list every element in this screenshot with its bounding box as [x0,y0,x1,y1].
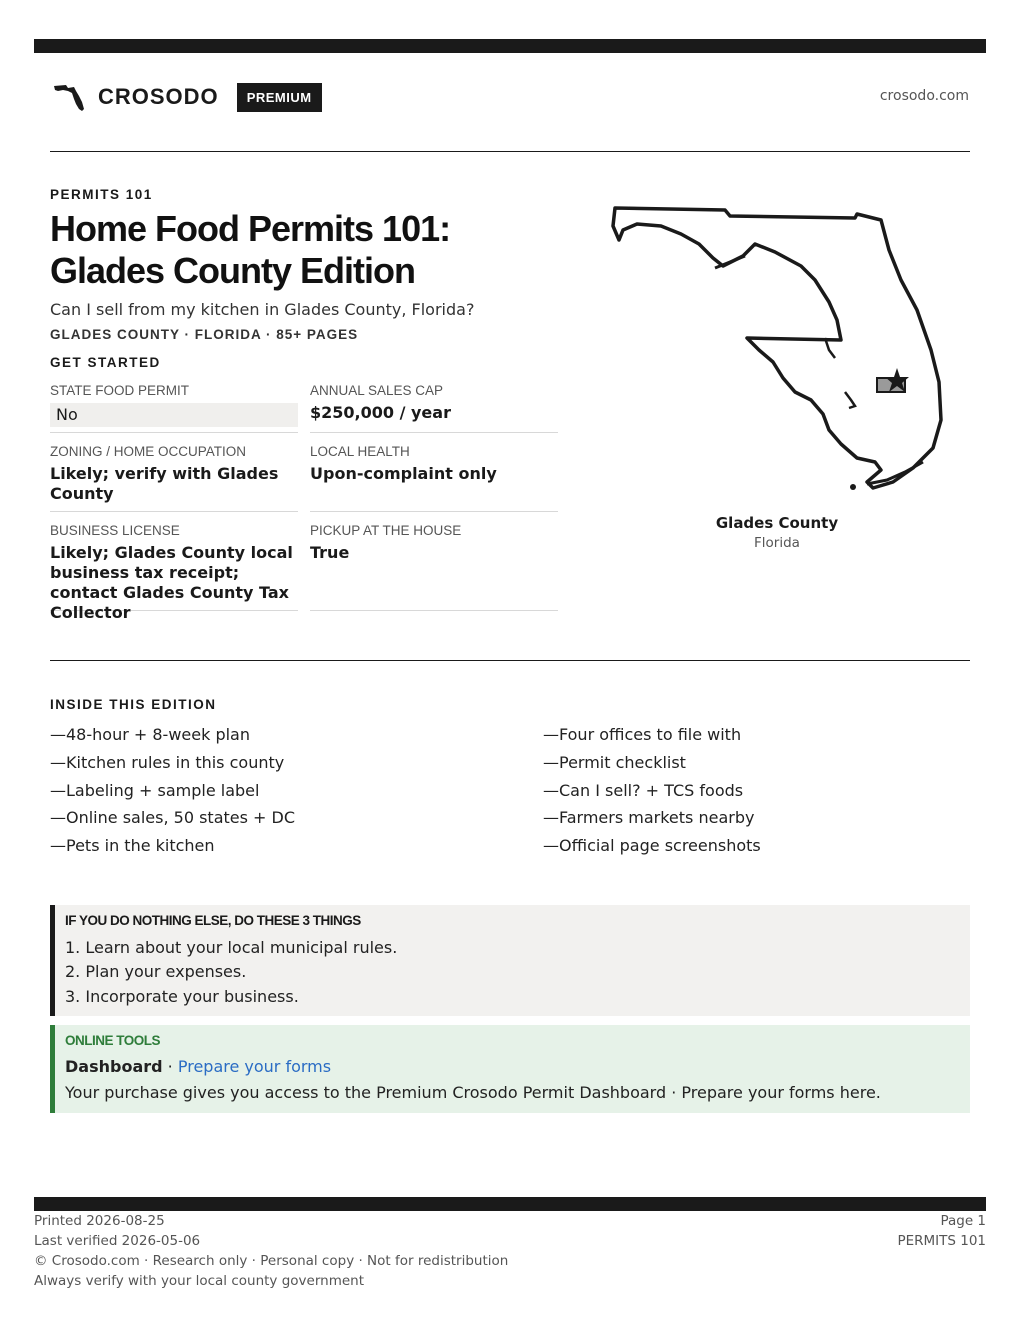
top-bar [34,39,986,53]
toc-item: —Official page screenshots [543,836,761,855]
tools-title: ONLINE TOOLS [65,1033,161,1048]
online-tools-box [50,1025,970,1113]
get-started-heading: GET STARTED [50,355,161,370]
florida-outline [613,208,941,488]
toc-item: —Permit checklist [543,753,686,772]
page-meta: GLADES COUNTY · FLORIDA · 85+ PAGES [50,327,359,342]
fact-zoning [50,444,298,512]
prepare-forms-link[interactable]: Prepare your forms [177,1057,332,1076]
florida-logo-icon [52,82,86,112]
fact-value: True [310,543,350,562]
callout-item: 2. Plan your expenses. [65,962,247,981]
toc-item: —Kitchen rules in this county [50,753,285,772]
printed-date: Printed 2026-08-25 [34,1213,165,1229]
section-divider [50,660,970,661]
header-divider [50,151,970,152]
site-url[interactable]: crosodo.com [879,88,969,104]
page-number: Page 1 [940,1213,986,1229]
disclaimer: Always verify with your local county government [34,1273,364,1289]
fact-value: Upon-complaint only [310,464,497,483]
fact-annual-sales-cap [310,383,558,433]
section-tag: PERMITS 101 [50,187,153,202]
dashboard-label: Dashboard [65,1057,163,1076]
callout-item: 1. Learn about your local municipal rules. [65,938,398,957]
toc-item: —48-hour + 8-week plan [50,725,250,744]
verified-date: Last verified 2026-05-06 [34,1233,201,1249]
tools-separator: · [162,1057,178,1076]
fact-label: ANNUAL SALES CAP [310,383,444,398]
fact-label: ZONING / HOME OCCUPATION [50,444,247,459]
premium-badge: PREMIUM [237,83,322,112]
tools-description: Your purchase gives you access to the Premium Crosodo Permit Dashboard · Prepare your forms here. [65,1083,881,1102]
page-subtitle: Can I sell from my kitchen in Glades County, Florida? [50,300,475,319]
brand-name: CROSODO [98,84,219,109]
brand[interactable] [52,80,322,114]
toc-item: —Four offices to file with [543,725,742,744]
fact-pickup [310,523,558,611]
toc-item: —Can I sell? + TCS foods [543,781,744,800]
footer-section: PERMITS 101 [897,1233,986,1249]
fact-value: Likely; verify with Glades County [50,464,279,503]
map-county-label: Glades County [715,514,839,532]
fact-label: LOCAL HEALTH [310,444,410,459]
toc-item: —Labeling + sample label [50,781,260,800]
callout-item: 3. Incorporate your business. [65,987,299,1006]
fact-label: PICKUP AT THE HOUSE [310,523,462,538]
fact-value: Likely; Glades County local business tax receipt; contact Glades County Tax Collector [50,543,293,622]
fact-business-license [50,523,298,622]
copyright: © Crosodo.com · Research only · Personal copy · Not for redistribution [34,1253,509,1269]
fact-label: BUSINESS LICENSE [50,523,180,538]
callout-title: IF YOU DO NOTHING ELSE, DO THESE 3 THINGS [65,913,361,928]
page-title: Home Food Permits 101: Glades County Edition [50,208,451,291]
footer-bar [34,1197,986,1211]
toc-item: —Farmers markets nearby [543,808,755,827]
tools-links [65,1057,331,1076]
fact-value: No [50,403,298,427]
three-things-callout [50,905,970,1016]
florida-map [605,200,950,500]
toc-heading: INSIDE THIS EDITION [50,697,217,712]
fact-value: $250,000 / year [310,403,451,422]
toc-item: —Pets in the kitchen [50,836,215,855]
fact-label: STATE FOOD PERMIT [50,383,190,398]
fact-local-health [310,444,558,512]
toc-item: —Online sales, 50 states + DC [50,808,296,827]
map-state-label: Florida [754,535,800,551]
fact-state-food-permit [50,383,298,433]
